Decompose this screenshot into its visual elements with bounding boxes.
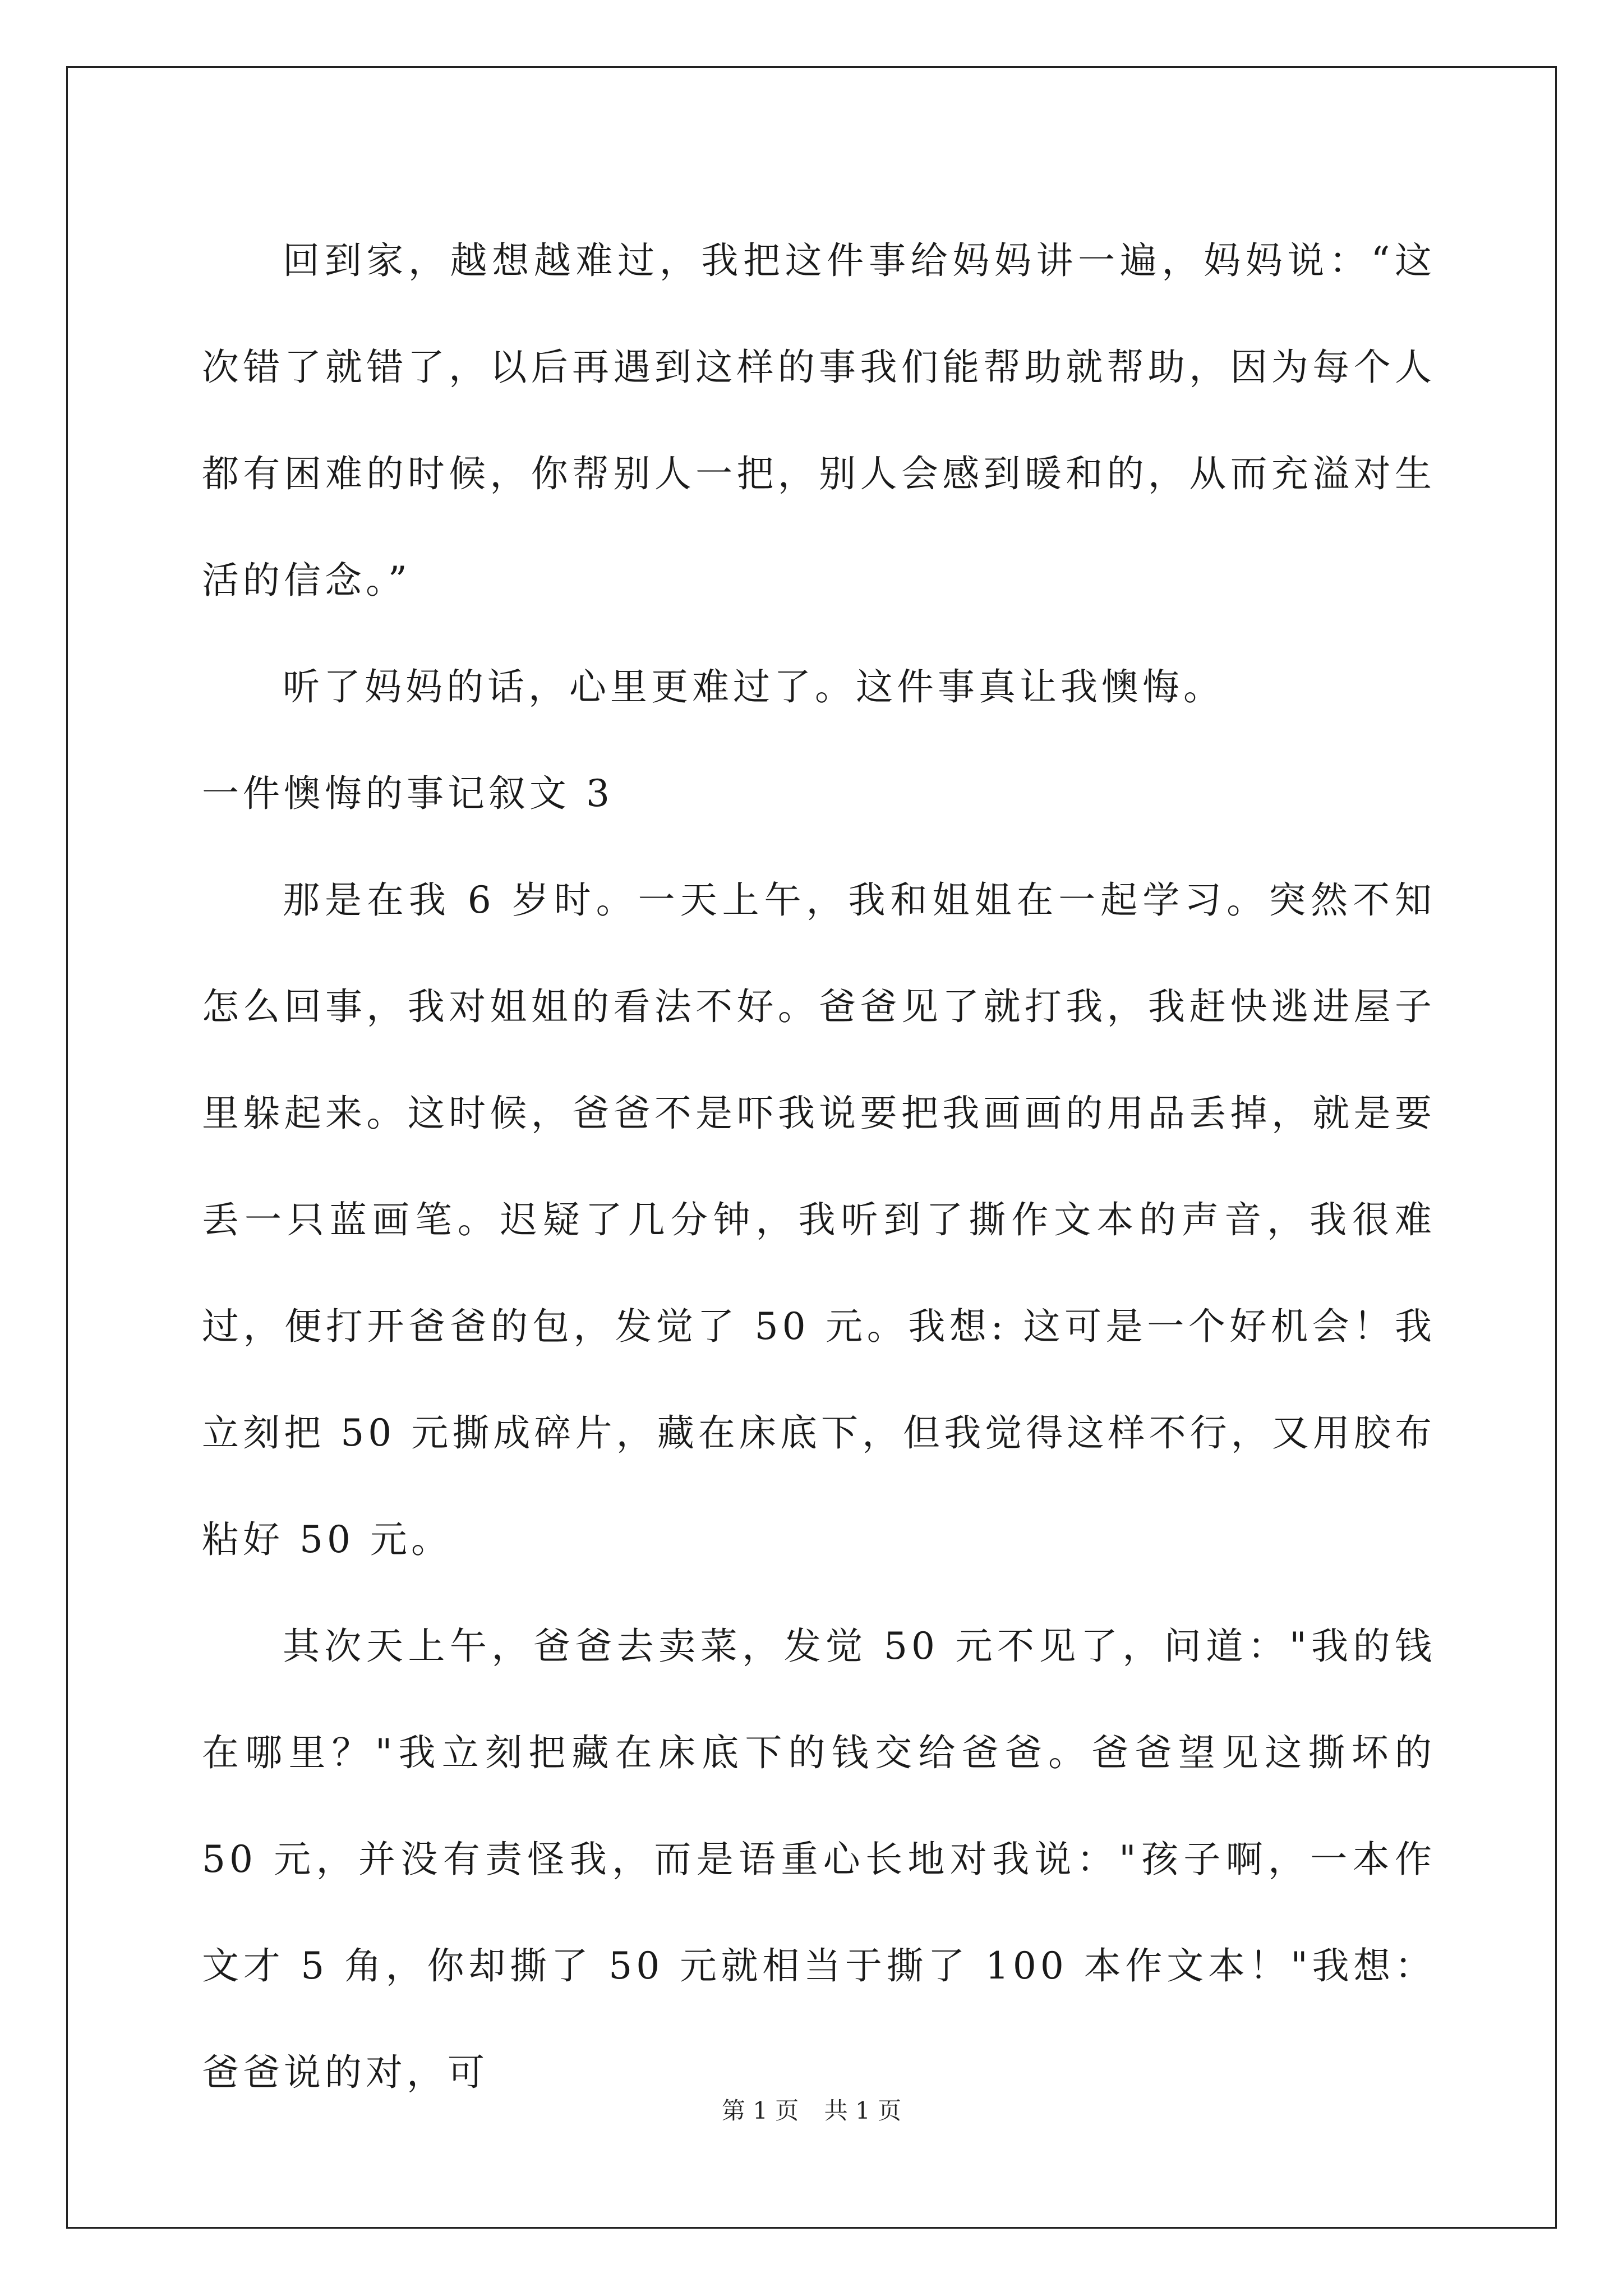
page-total: 共 1 页	[824, 2097, 902, 2124]
paragraph-1: 回到家，越想越难过，我把这件事给妈妈讲一遍，妈妈说：“这次错了就错了，以后再遇到这样的事我们能帮助就帮助，因为每个人都有困难的时候，你帮别人一把，别人会感到暖和的，从而充溢对生活的信念。”	[202, 239, 1436, 602]
document-body	[202, 208, 1436, 2126]
page-number: 第 1 页	[721, 2097, 799, 2124]
section-heading: 一件懊悔的事记叙文 3	[202, 772, 614, 815]
paragraph-3: 那是在我 6 岁时。一天上午，我和姐姐在一起学习。突然不知怎么回事，我对姐姐的看法不好。爸爸见了就打我，我赶快逃进屋子里躲起来。这时候，爸爸不是吓我说要把我画画的用品丢掉，就是要丢一只蓝画笔。迟疑了几分钟，我听到了撕作文本的声音，我很难过，便打开爸爸的包，发觉了 50 元。我想: 这可是一个好机会！我立刻把 50 元撕成碎片，藏在床底下，但我觉得这样不行，又用胶布粘好 50 元。	[202, 878, 1436, 1561]
page-footer	[0, 2092, 1623, 2126]
paragraph-2: 听了妈妈的话，心里更难过了。这件事真让我懊悔。	[283, 665, 1224, 708]
paragraph-4: 其次天上午，爸爸去卖菜，发觉 50 元不见了，问道："我的钱在哪里？"我立刻把藏在床底下的钱交给爸爸。爸爸望见这撕坏的 50 元，并没有责怪我，而是语重心长地对我说："孩子啊，一本作文才 5 角，你却撕了 50 元就相当于撕了 100 本作文本！"我想：爸爸说的对，可	[202, 1625, 1436, 2094]
